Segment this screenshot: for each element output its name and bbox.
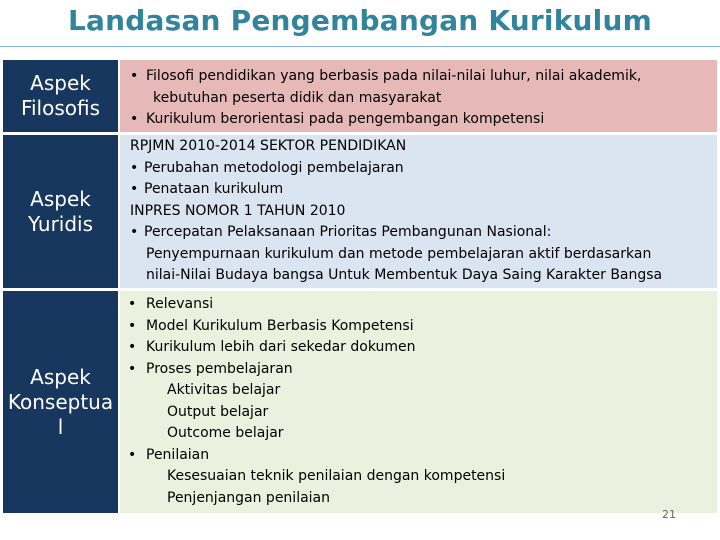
bullet: • [128,339,137,355]
item-text: Proses pembelajaran [146,360,293,377]
page-number: 21 [662,508,676,521]
list-item-continuation [120,88,717,110]
aspek-filosofis-content [120,60,717,132]
bullet: • [128,360,137,377]
item-text: Kurikulum lebih dari sekedar dokumen [146,339,416,355]
list-item-continuation: Penyempurnaan kurikulum dan metode pembelajaran aktif berdasarkan [146,245,652,262]
aspek-filosofis-label [3,60,118,132]
bullet: • [128,296,137,312]
label-line: Aspek [30,364,91,389]
list-item [120,158,717,180]
aspek-konseptual-content [120,291,717,513]
bullet: • [128,446,137,463]
item-text: Percepatan Pelaksanaan Prioritas Pembangunan Nasional: [144,224,552,240]
bullet: • [128,317,137,334]
section-heading: RPJMN 2010-2014 SEKTOR PENDIDIKAN [130,138,407,154]
label-line: l [57,414,64,439]
list-item [120,337,717,359]
list-item [120,179,717,201]
list-item [120,222,717,244]
label-line: Konseptua [7,389,114,414]
sub-item: Output belajar [167,403,269,420]
item-text: Penataan kurikulum [144,181,284,197]
label-line: Aspek [30,71,91,95]
sub-item: Kesesuaian teknik penilaian dengan kompetensi [167,468,506,484]
item-text: Relevansi [146,296,214,312]
label-line: Aspek [30,186,91,211]
bullet: • [130,181,139,197]
bullet: • [130,224,139,240]
sub-item: Aktivitas belajar [167,382,281,398]
aspek-yuridis-label [3,135,118,288]
item-text: Kurikulum berorientasi pada pengembangan kompetensi [146,111,545,127]
aspek-yuridis-content [120,135,717,288]
page-title: Landasan Pengembangan Kurikulum [67,4,652,37]
section-heading: INPRES NOMOR 1 TAHUN 2010 [130,202,346,219]
label-line: Filosofis [20,96,101,120]
list-item [120,445,717,467]
title-divider [0,46,720,47]
list-item [120,316,717,338]
list-item [120,109,717,131]
item-text: Penilaian [146,446,210,463]
item-text: Filosofi pendidikan yang berbasis pada nilai-nilai luhur, nilai akademik, [146,68,642,84]
bullet: • [130,111,139,127]
bullet: • [130,159,139,176]
aspek-konseptual-label [3,291,118,513]
sub-item: Outcome belajar [167,425,284,441]
sub-item: Penjenjangan penilaian [167,489,331,506]
label-line: Yuridis [27,211,94,236]
item-text: kebutuhan peserta didik dan masyarakat [153,89,442,106]
list-item [120,294,717,316]
item-text: Model Kurikulum Berbasis Kompetensi [146,317,414,334]
list-item [120,359,717,381]
list-item-continuation: nilai-Nilai Budaya bangsa Untuk Membentuk Daya Saing Karakter Bangsa [146,267,663,283]
list-item [120,66,717,88]
bullet: • [130,68,139,84]
item-text: Perubahan metodologi pembelajaran [144,159,404,176]
